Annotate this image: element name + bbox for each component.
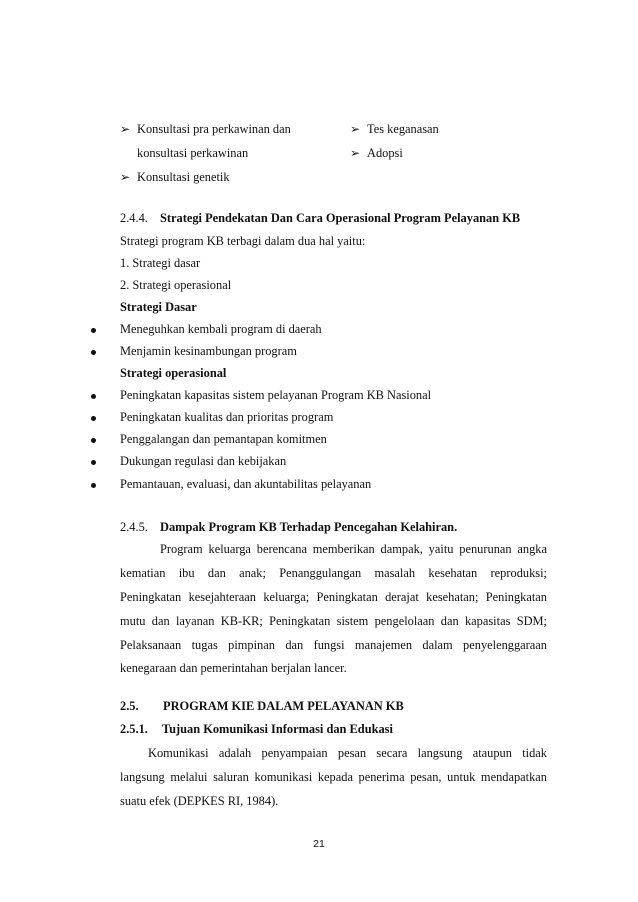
- section-title: Dampak Program KB Terhadap Pencegahan Kelahiran.: [160, 520, 458, 534]
- arrow-bullet-icon: ➢: [120, 122, 131, 136]
- list-item: Konsultasi pra perkawinan dan: [137, 122, 291, 136]
- list-item-continuation: konsultasi perkawinan: [137, 146, 249, 160]
- list-item: Peningkatan kualitas dan prioritas program: [120, 410, 334, 424]
- paragraph-line: Pelaksanaan tugas pimpinan dan fungsi manajemen dalam penyelenggaraan: [120, 638, 547, 652]
- subheading: Strategi operasional: [120, 366, 227, 380]
- list-item: Konsultasi genetik: [137, 170, 230, 184]
- paragraph-line: mutu dan layanan KB-KR; Peningkatan sistem pengelolaan dan kapasitas SDM;: [120, 614, 547, 628]
- bullet-icon: [91, 350, 96, 355]
- arrow-bullet-icon: ➢: [120, 170, 131, 184]
- section-title: Strategi Pendekatan Dan Cara Operasional Program Pelayanan KB: [160, 211, 521, 225]
- numbered-item: 2. Strategi operasional: [120, 278, 232, 292]
- list-item: Meneguhkan kembali program di daerah: [120, 322, 322, 336]
- list-item: Dukungan regulasi dan kebijakan: [120, 454, 287, 468]
- paragraph-line: Peningkatan kesejahteraan keluarga; Peningkatan derajat kesehatan; Peningkatan: [120, 590, 547, 604]
- paragraph-line: langsung melalui saluran komunikasi kepada penerima pesan, untuk mendapatkan: [120, 770, 547, 784]
- bullet-icon: [91, 483, 96, 488]
- paragraph-line: Komunikasi adalah penyampaian pesan secara langsung ataupun tidak: [148, 746, 547, 760]
- arrow-bullet-icon: ➢: [350, 146, 361, 160]
- list-item: Tes keganasan: [367, 122, 439, 136]
- section-number: 2.5.: [120, 699, 139, 713]
- bullet-icon: [91, 460, 96, 465]
- bullet-icon: [91, 394, 96, 399]
- arrow-bullet-icon: ➢: [350, 122, 361, 136]
- paragraph-line: kematian ibu dan anak; Penanggulangan masalah kesehatan reproduksi;: [120, 566, 547, 580]
- page-number: 21: [313, 838, 325, 850]
- section-number: 2.4.4.: [120, 211, 148, 225]
- paragraph: Strategi program KB terbagi dalam dua hal yaitu:: [120, 234, 366, 248]
- list-item: Penggalangan dan pemantapan komitmen: [120, 432, 327, 446]
- subheading: Strategi Dasar: [120, 300, 197, 314]
- list-item: Pemantauan, evaluasi, dan akuntabilitas pelayanan: [120, 477, 372, 491]
- bullet-icon: [91, 328, 96, 333]
- list-item: Adopsi: [367, 146, 403, 160]
- paragraph-line: Program keluarga berencana memberikan dampak, yaitu penurunan angka: [160, 542, 547, 556]
- bullet-icon: [91, 416, 96, 421]
- list-item: Menjamin kesinambungan program: [120, 344, 297, 358]
- paragraph-line: suatu efek (DEPKES RI, 1984).: [120, 794, 279, 808]
- section-number: 2.5.1.: [120, 722, 148, 736]
- section-title: PROGRAM KIE DALAM PELAYANAN KB: [163, 699, 404, 713]
- bullet-icon: [91, 438, 96, 443]
- paragraph-line: kenegaraan dan pemerintahan berjalan lancer.: [120, 661, 347, 675]
- section-title: Tujuan Komunikasi Informasi dan Edukasi: [162, 722, 393, 736]
- section-number: 2.4.5.: [120, 520, 148, 534]
- list-item: Peningkatan kapasitas sistem pelayanan Program KB Nasional: [120, 388, 432, 402]
- numbered-item: 1. Strategi dasar: [120, 256, 201, 270]
